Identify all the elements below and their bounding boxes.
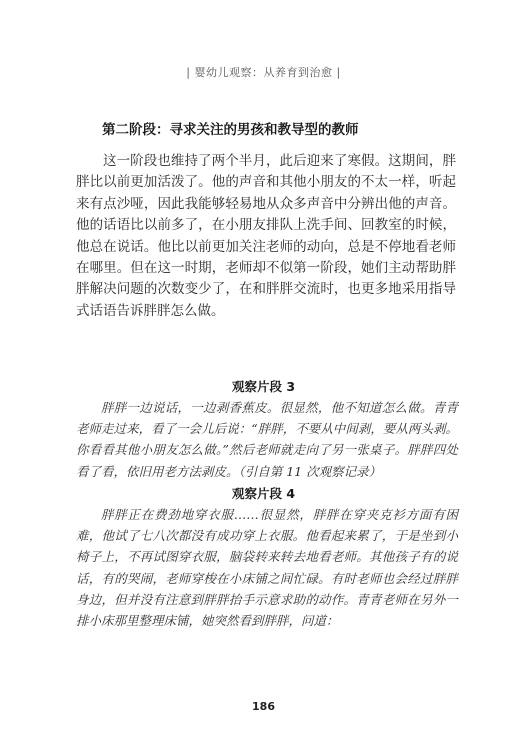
running-header: | 婴幼儿观察：从养育到治愈 | — [186, 66, 341, 79]
excerpt-4-text: 胖胖正在费劲地穿衣服……很显然，胖胖在穿夹克衫方面有困难，他试了七八次都没有成功穿上衣服。他看起来累了，于是坐到小椅子上，不再试图穿衣服，脑袋转来转去地看老师。其他孩子有的说话，有的哭闹，老师穿梭在小床铺之间忙碌。有时老师也会经过胖胖身边，但并没有注意到胖胖抬手示意求助的动作。青青老师在另外一排小床那里整理床铺，她突然看到胖胖，问道： — [76, 507, 458, 629]
excerpt-3-text: 胖胖一边说话，一边剥香蕉皮。很显然，他不知道怎么做。青青老师走过来，看了一会儿后说：“胖胖，不要从中间剥，要从两头剥。你看看其他小朋友怎么做。”然后老师就走向了另一张桌子。胖胖四处看了看，依旧用老方法剥皮。（引自第 11 次观察记录） — [76, 400, 458, 479]
section-heading: 第二阶段：寻求关注的男孩和教导型的教师 — [102, 122, 359, 138]
body-paragraph: 这一阶段也维持了两个半月，此后迎来了寒假。这期间，胖胖比以前更加活泼了。他的声音和其他小朋友的不太一样，听起来有点沙哑，因此我能够轻易地从众多声音中分辨出他的声音。他的话语比以前多了，在小朋友排队上洗手间、回教室的时候，他总在说话。他比以前更加关注老师的动向，总是不停地看老师在哪里。但在这一时期，老师却不似第一阶段，她们主动帮助胖胖解决问题的次数变少了，在和胖胖交流时，也更多地采用指导式话语告诉胖胖怎么做。 — [76, 153, 456, 319]
excerpt-3-title: 观察片段 3 — [231, 379, 296, 394]
page-number: 186 — [252, 700, 275, 713]
excerpt-4-title: 观察片段 4 — [231, 486, 296, 501]
